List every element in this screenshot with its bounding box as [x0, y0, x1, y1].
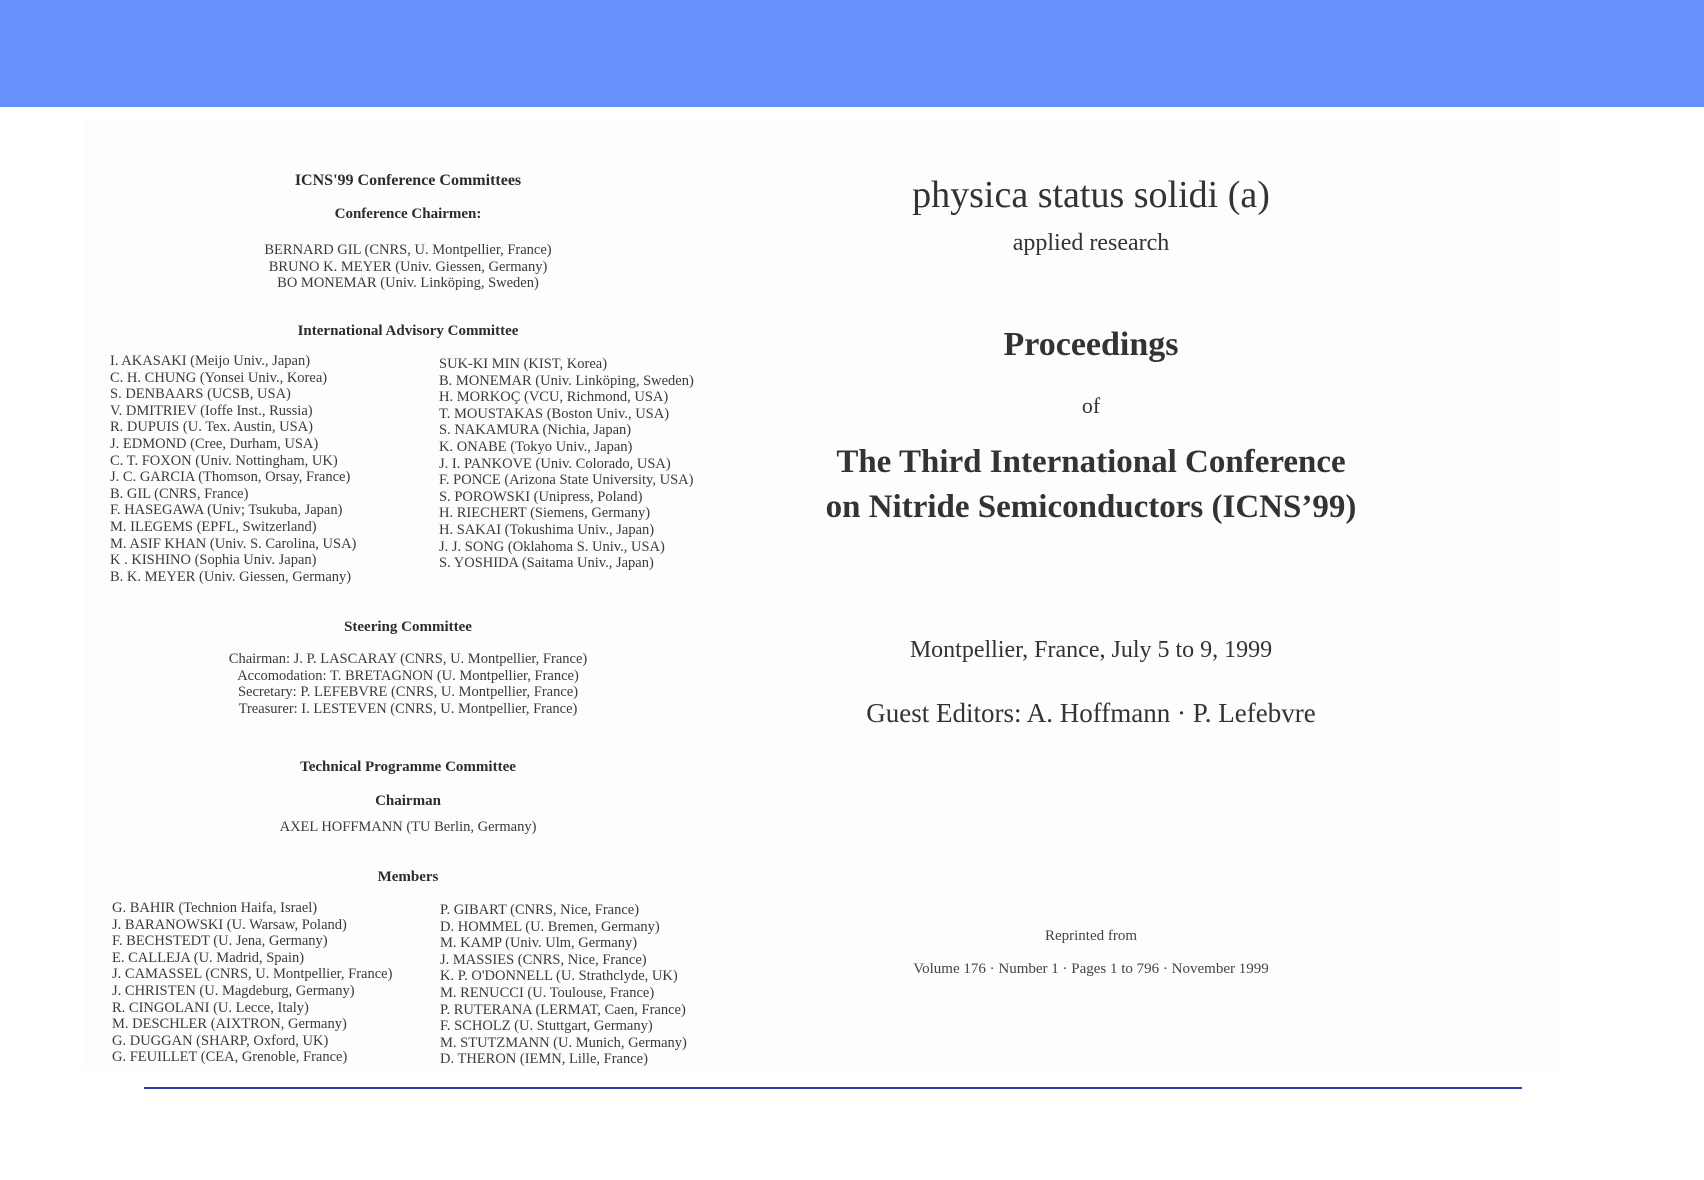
place-date: Montpellier, France, July 5 to 9, 1999: [909, 637, 1273, 663]
of-text: of: [1081, 393, 1101, 418]
conference-title-line-1: The Third International Conference: [836, 444, 1346, 480]
advisory-column-1: [110, 353, 356, 585]
list-item: J. J. SONG (Oklahoma S. Univ., USA): [439, 538, 665, 555]
list-item: I. AKASAKI (Meijo Univ., Japan): [110, 353, 311, 369]
list-item: H. MORKOÇ (VCU, Richmond, USA): [439, 389, 669, 406]
list-item: E. CALLEJA (U. Madrid, Spain): [112, 949, 305, 966]
list-item: J. BARANOWSKI (U. Warsaw, Poland): [112, 916, 347, 933]
list-item: P. GIBART (CNRS, Nice, France): [440, 902, 640, 918]
advisory-column-2: [439, 356, 694, 572]
list-item: C. T. FOXON (Univ. Nottingham, UK): [110, 452, 338, 469]
list-item: G. DUGGAN (SHARP, Oxford, UK): [112, 1032, 329, 1049]
chairman-heading: Chairman: [375, 793, 441, 809]
reprinted-from: Reprinted from: [1044, 928, 1138, 944]
list-item: K . KISHINO (Sophia Univ. Japan): [110, 552, 317, 569]
list-item: V. DMITRIEV (Ioffe Inst., Russia): [110, 402, 313, 419]
list-item: M. KAMP (Univ. Ulm, Germany): [440, 935, 638, 952]
list-item: P. RUTERANA (LERMAT, Caen, France): [440, 1001, 686, 1018]
list-item: F. BECHSTEDT (U. Jena, Germany): [112, 933, 328, 950]
steering-list: [84, 651, 732, 717]
list-item: K. P. O'DONNELL (U. Strathclyde, UK): [440, 968, 678, 985]
members-column-2: [440, 902, 687, 1068]
list-item: M. STUTZMANN (U. Munich, Germany): [440, 1034, 687, 1051]
list-item: BO MONEMAR (Univ. Linköping, Sweden): [277, 275, 539, 291]
list-item: Chairman: J. P. LASCARAY (CNRS, U. Montpellier, France): [228, 651, 588, 667]
left-page-committees: [84, 120, 800, 1070]
technical-heading: Technical Programme Committee: [300, 759, 516, 775]
list-item: J. I. PANKOVE (Univ. Colorado, USA): [439, 455, 671, 472]
volume-info: Volume 176 · Number 1 · Pages 1 to 796 · November 1999: [913, 961, 1269, 977]
list-item: D. HOMMEL (U. Bremen, Germany): [440, 918, 660, 935]
list-item: J. CAMASSEL (CNRS, U. Montpellier, France): [112, 966, 393, 983]
list-item: M. RENUCCI (U. Toulouse, France): [440, 984, 655, 1001]
right-page-title: [800, 120, 1560, 1070]
list-item: G. BAHIR (Technion Haifa, Israel): [112, 900, 318, 916]
list-item: S. YOSHIDA (Saitama Univ., Japan): [439, 555, 654, 572]
list-item: G. FEUILLET (CEA, Grenoble, France): [112, 1049, 348, 1066]
list-item: M. DESCHLER (AIXTRON, Germany): [112, 1016, 347, 1033]
list-item: H. RIECHERT (Siemens, Germany): [439, 505, 651, 522]
committees-title: ICNS'99 Conference Committees: [294, 172, 522, 189]
list-item: F. PONCE (Arizona State University, USA): [439, 472, 694, 489]
list-item: Treasurer: I. LESTEVEN (CNRS, U. Montpellier, France): [238, 700, 578, 717]
list-item: S. DENBAARS (UCSB, USA): [110, 386, 291, 403]
chairmen-heading: Conference Chairmen:: [334, 206, 482, 222]
bottom-rule: [144, 1087, 1522, 1089]
proceedings-heading: Proceedings: [1003, 326, 1179, 363]
members-column-1: [112, 900, 392, 1066]
list-item: S. POROWSKI (Unipress, Poland): [439, 488, 643, 505]
list-item: F. SCHOLZ (U. Stuttgart, Germany): [440, 1018, 653, 1035]
conference-title: [800, 440, 1382, 530]
list-item: J. MASSIES (CNRS, Nice, France): [440, 951, 647, 968]
guest-editors: Guest Editors: A. Hoffmann · P. Lefebvre: [866, 698, 1316, 728]
list-item: D. THERON (IEMN, Lille, France): [440, 1051, 648, 1068]
chairmen-list: [84, 242, 732, 292]
list-item: BERNARD GIL (CNRS, U. Montpellier, France): [264, 242, 552, 258]
list-item: F. HASEGAWA (Univ; Tsukuba, Japan): [110, 502, 343, 519]
tpc-chairman: AXEL HOFFMANN (TU Berlin, Germany): [279, 819, 537, 835]
list-item: R. CINGOLANI (U. Lecce, Italy): [112, 999, 309, 1016]
list-item: B. MONEMAR (Univ. Linköping, Sweden): [439, 372, 694, 389]
list-item: J. EDMOND (Cree, Durham, USA): [110, 435, 319, 452]
steering-heading: Steering Committee: [344, 619, 472, 635]
list-item: J. CHRISTEN (U. Magdeburg, Germany): [112, 982, 355, 999]
list-item: R. DUPUIS (U. Tex. Austin, USA): [110, 419, 313, 436]
list-item: T. MOUSTAKAS (Boston Univ., USA): [439, 405, 670, 422]
journal-subtitle: applied research: [1012, 230, 1170, 256]
list-item: B. K. MEYER (Univ. Giessen, Germany): [110, 568, 352, 585]
list-item: SUK-KI MIN (KIST, Korea): [439, 356, 608, 372]
conference-title-line-2: on Nitride Semiconductors (ICNS’99): [825, 489, 1357, 525]
list-item: J. C. GARCIA (Thomson, Orsay, France): [110, 469, 351, 486]
list-item: H. SAKAI (Tokushima Univ., Japan): [439, 521, 655, 538]
advisory-heading: International Advisory Committee: [297, 323, 519, 339]
journal-title: physica status solidi (a): [912, 174, 1270, 216]
list-item: K. ONABE (Tokyo Univ., Japan): [439, 438, 633, 455]
list-item: M. ILEGEMS (EPFL, Switzerland): [110, 518, 317, 535]
list-item: M. ASIF KHAN (Univ. S. Carolina, USA): [110, 535, 357, 552]
list-item: C. H. CHUNG (Yonsei Univ., Korea): [110, 369, 328, 386]
list-item: Accomodation: T. BRETAGNON (U. Montpellier, France): [237, 667, 579, 684]
list-item: Secretary: P. LEFEBVRE (CNRS, U. Montpellier, France): [237, 684, 579, 700]
members-heading: Members: [377, 869, 439, 885]
list-item: S. NAKAMURA (Nichia, Japan): [439, 422, 632, 439]
top-banner: [0, 0, 1704, 107]
list-item: B. GIL (CNRS, France): [110, 485, 249, 502]
list-item: BRUNO K. MEYER (Univ. Giessen, Germany): [268, 258, 548, 275]
